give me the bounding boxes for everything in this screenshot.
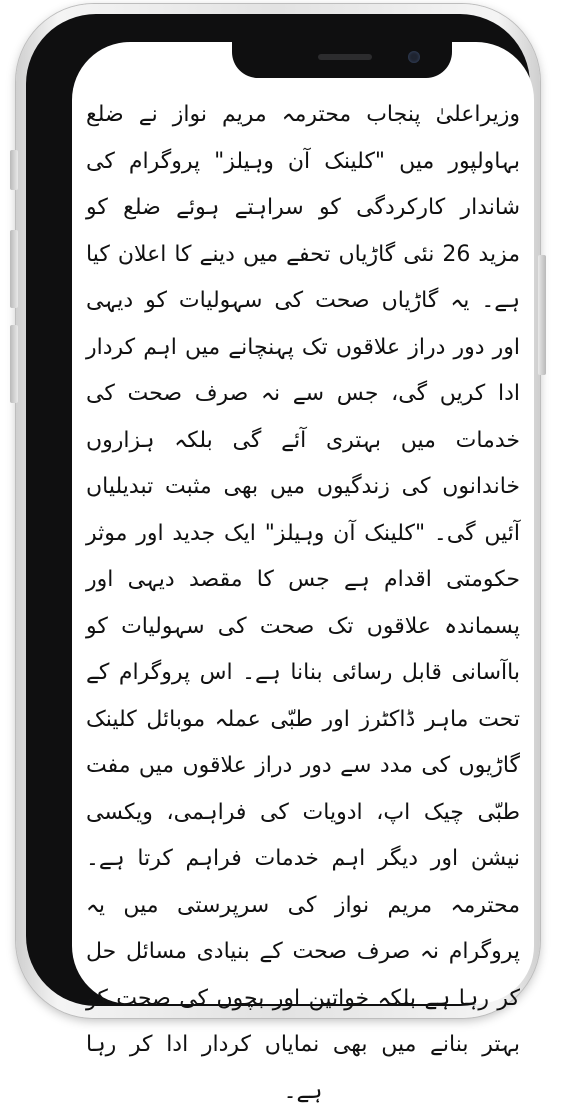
speaker-grille <box>318 54 372 60</box>
mute-switch <box>10 150 18 190</box>
article-content <box>72 92 534 1115</box>
phone-screen[interactable] <box>72 42 534 1104</box>
volume-down-button <box>10 325 18 403</box>
article-body-text: وزیراعلیٰ پنجاب محترمہ مریم نواز نے ضلع بہاولپور میں "کلینک آن وہیلز" پروگرام کی شاندار کارکردگی کو سراہتے ہوئے ضلع کو مزید 26 نئی گاڑیاں تحفے میں دینے کا اعلان کیا ہے۔ یہ گاڑیاں صحت کی سہولیات کو دیہی اور دور دراز علاقوں تک پہنچانے میں اہم کردار ادا کریں گی، جس سے نہ صرف صحت کی خدمات میں بہتری آئے گی بلکہ ہزاروں خاندانوں کی زندگیوں میں بھی مثبت تبدیلیاں آئیں گی۔ "کلینک آن وہیلز" ایک جدید اور موثر حکومتی اقدام ہے جس کا مقصد دیہی اور پسماندہ علاقوں تک صحت کی سہولیات کو باآسانی قابل رسائی بنانا ہے۔ اس پروگرام کے تحت ماہر ڈاکٹرز اور طبّی عملہ موبائل کلینک گاڑیوں کی مدد سے دور دراز علاقوں میں مفت طبّی چیک اپ، ادویات کی فراہمی، ویکسی نیشن اور دیگر اہم خدمات فراہم کرتا ہے۔ محترمہ مریم نواز کی سرپرستی میں یہ پروگرام نہ صرف صحت کے بنیادی مسائل حل کر رہا ہے بلکہ خواتین اور بچوں کی صحت کو بہتر بنانے میں بھی نمایاں کردار ادا کر رہا ہے۔ <box>86 102 520 1104</box>
front-camera-icon <box>408 51 420 63</box>
phone-bezel <box>26 14 530 1104</box>
volume-up-button <box>10 230 18 308</box>
power-button <box>538 255 546 375</box>
notch <box>232 42 452 78</box>
